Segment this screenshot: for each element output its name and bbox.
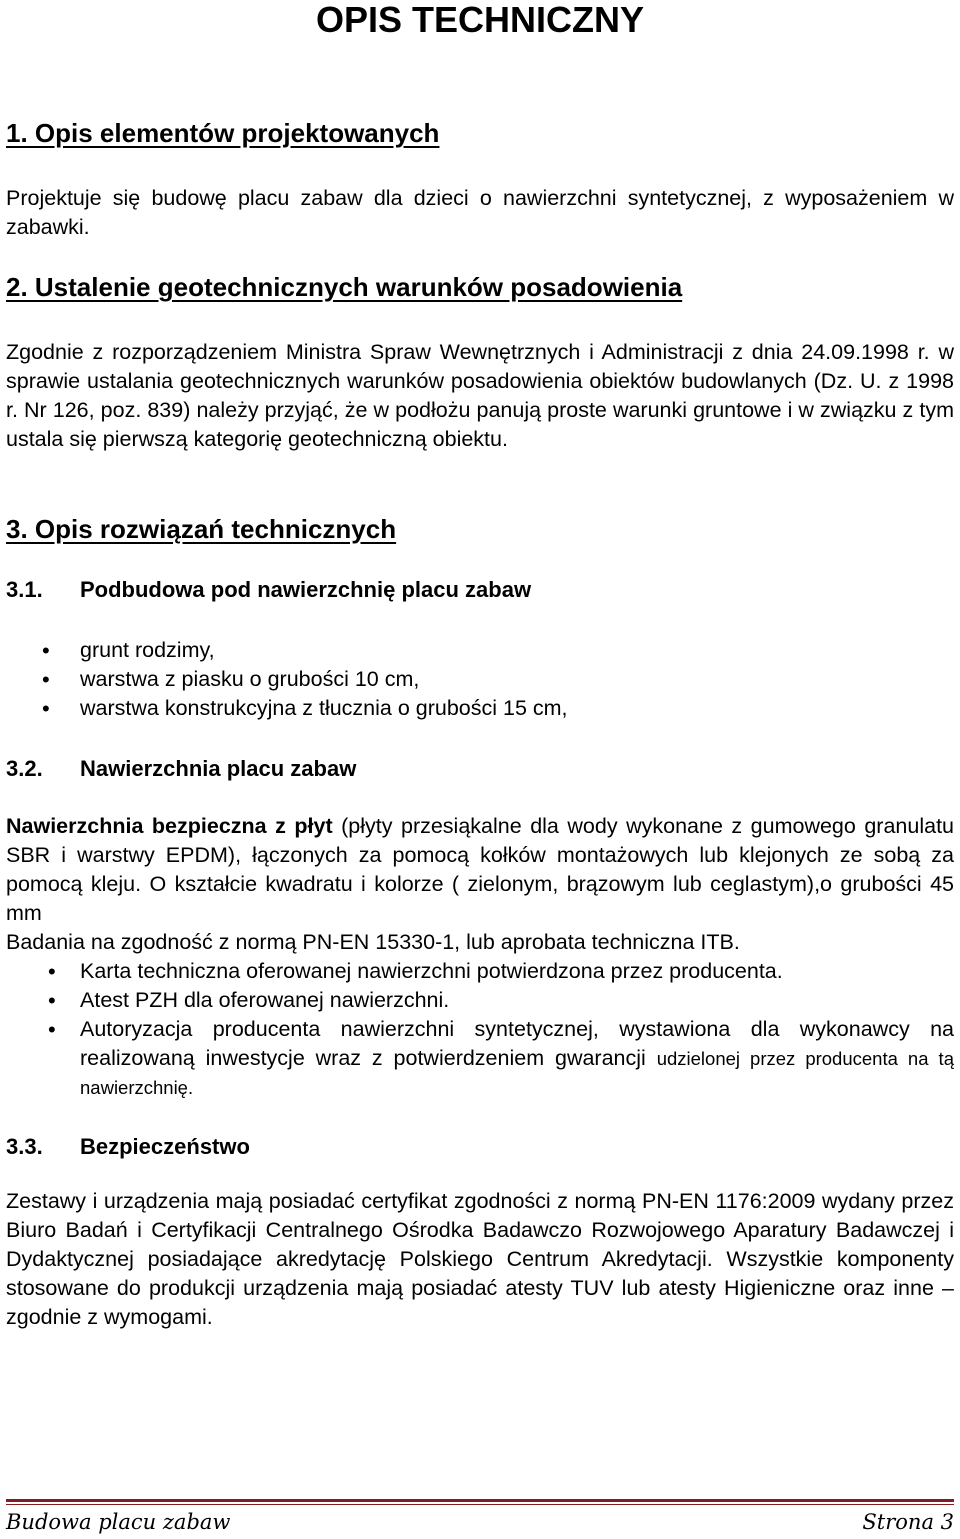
section-1-heading: 1. Opis elementów projektowanych [6, 118, 440, 148]
footer-rule [6, 1499, 954, 1502]
footer-page-number: Strona 3 [862, 1510, 954, 1534]
list-item: • Karta techniczna oferowanej nawierzchni potwierdzona przez producenta. [0, 957, 954, 986]
subsection-3-3-text: Zestawy i urządzenia mają posiadać certyfikat zgodności z normą PN-EN 1176:2009 wydany przez Biuro Badań i Certyfikacji Centralnego Ośrodka Badawczo Rozwojowego Aparatury Badawczej i Dydaktycznej posiadające akredytację Polskiego Centrum Akredytacji. Wszystkie komponenty stosowane do produkcji urządzenia mają posiadać atesty TUV lub atesty Higieniczne oraz inne – zgodnie z wymogami. [6, 1189, 954, 1329]
list-item: • Atest PZH dla oferowanej nawierzchni. [0, 986, 954, 1015]
section-1-text: Projektuje się budowę placu zabaw dla dzieci o nawierzchni syntetycznej, z wyposażeniem w zabawki. [6, 186, 954, 239]
subsection-3-2-title: Nawierzchnia placu zabaw [80, 756, 357, 781]
subsection-3-3-heading [6, 1133, 250, 1161]
list-item: • warstwa konstrukcyjna z tłucznia o grubości 15 cm, [0, 694, 954, 723]
section-3-heading: 3. Opis rozwiązań technicznych [6, 514, 397, 544]
subsection-3-2-heading [6, 755, 356, 783]
footer-document-name: Budowa placu zabaw [6, 1510, 231, 1534]
subsection-3-3-number: 3.3. [6, 1134, 43, 1159]
subsection-3-2-number: 3.2. [6, 756, 43, 781]
testing-standard-text: Badania na zgodność z normą PN-EN 15330-1, lub aprobata techniczna ITB. [6, 930, 740, 954]
subsection-3-1-list [0, 636, 954, 723]
subsection-3-1-title: Podbudowa pod nawierzchnię placu zabaw [80, 577, 532, 602]
document-title: OPIS TECHNICZNY [315, 0, 645, 40]
surface-description: (płyty przesiąkalne dla wody wykonane z gumowego granulatu SBR i warstwy EPDM), łączonych za pomocą kołków montażowych lub klejonych ze sobą za pomocą kleju. O kształcie kwadratu i kolorze ( zielonym, brązowym lub ceglastym),o grubości 45 mm [6, 814, 954, 925]
section-2-text: Zgodnie z rozporządzeniem Ministra Spraw Wewnętrznych i Administracji z dnia 24.09.1998 r. w sprawie ustalania geotechnicznych warunków posadowienia obiektów budowlanych (Dz. U. z 1998 r. Nr 126, poz. 839) należy przyjąć, że w podłożu panują proste warunki gruntowe i w związku z tym ustala się pierwszą kategorię geotechniczną obiektu. [6, 340, 954, 451]
subsection-3-1-number: 3.1. [6, 577, 43, 602]
footer-rule-thin [6, 1504, 954, 1505]
subsection-3-2-list [0, 957, 954, 1102]
subsection-3-3-title: Bezpieczeństwo [80, 1134, 250, 1159]
surface-bold-lead: Nawierzchnia bezpieczna z płyt [6, 814, 333, 838]
section-2-heading: 2. Ustalenie geotechnicznych warunków posadowienia [6, 272, 683, 302]
authorization-text-small: udzielonej przez producenta na tą nawierzchnię. [80, 1048, 954, 1098]
subsection-3-2-text [6, 812, 954, 957]
authorization-text: Autoryzacja producenta nawierzchni syntetycznej, wystawiona dla wykonawcy na realizowaną inwestycje wraz z potwierdzeniem gwarancji [80, 1017, 954, 1070]
list-item: • grunt rodzimy, [0, 636, 954, 665]
list-item [0, 1015, 954, 1102]
subsection-3-1-heading [6, 576, 531, 604]
list-item: • warstwa z piasku o grubości 10 cm, [0, 665, 954, 694]
